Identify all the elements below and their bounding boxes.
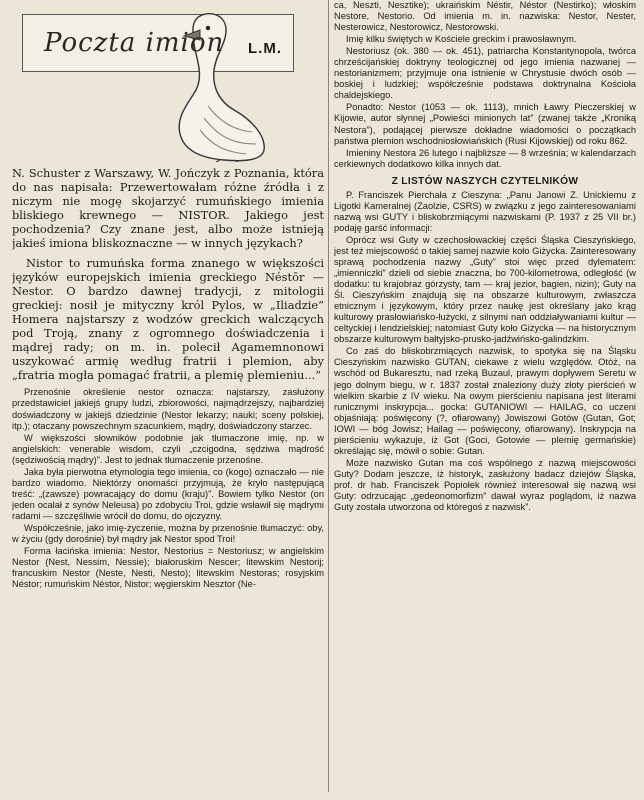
column-title: Poczta imion bbox=[44, 28, 225, 58]
author-initials: L.M. bbox=[248, 40, 282, 57]
body-paragraph: Imieniny Nestora 26 lutego i najbliższe — 8 września; w kalendarzach cerkiewnych dodatkowo kilka innych dat. bbox=[334, 147, 636, 169]
section-heading: Z LISTÓW NASZYCH CZYTELNIKÓW bbox=[391, 175, 579, 187]
body-paragraph: ca, Neszti, Nesztike); ukraińskim Néstir, Néstor (Nestirko); włoskim Nestore, Nestorio. Od imienia m. in. nazwiska: Nestor, Nester, Nesterowicz, Nestorowicz, Nestorowski. bbox=[334, 0, 636, 33]
answer-paragraph: Nistor to rumuńska forma znanego w większości języków europejskich imienia greckiego Néstōr — Nestor. O bardzo dawnej tradycji, z mitologii greckiej: nosił je mityczny król Pylos, w „Iliadzie” Homera najstarszy z wodzów greckich walczących pod Troją, znany z ogromnego doświadczenia i mądrej rady; on m. in. polecił Agamemnonowi uszykować armię według fratrii i plemion, aby „fratria mogła pomagać fratrii, a plemię plemieniu...” bbox=[12, 255, 324, 383]
body-paragraph: Ponadto: Nestor (1053 — ok. 1113), mnich Ławry Pieczerskiej w Kijowie, autor słynnej „Powieści minionych lat” (zwanej także „Kroniką Nestora”), podającej pierwsze dokładne wiadomości o początkach państwa plemion wschodniosłowiańskich (Rusi Kijowskiej) od roku 862. bbox=[334, 102, 636, 146]
body-paragraph: Jaka była pierwotna etymologia tego imienia, co (kogo) oznaczało — nie bardzo wiadomo. Niektórzy onomaści przyjmują, że kryło następującą treść: „(zawsze) powracający do domu (kraju)”. Bowiem tylko Nestor (on jeden ocalał z synów Neleusa) po zdobyciu Troi, gdzie wsławił się mądrymi radami — szczęśliwie wrócił do domu, do ojczyzny. bbox=[12, 466, 324, 521]
reader-question: N. Schuster z Warszawy, W. Jończyk z Poznania, która do nas napisała: Przewertowałam różne źródła i z niczym nie mogę skojarzyć rumuńskiego imienia bliskiego krewnego — NISTOR. Jakiego jest pochodzenia? Czy znane jest, albo może istnieją jakieś imiona bliskoznaczne — w innych językach? bbox=[12, 166, 324, 251]
letter-paragraph: P. Franciszek Pierchała z Cieszyna: „Panu Janowi Z. Unickiemu z Ligotki Kameralnej (Zaolzie, CSRS) w związku z jego zainteresowaniami nazwą wsi GUTY i bliskobrzmiącymi nazwiskami (P. 1937 z 25 VII br.) podaję garść informacji: bbox=[334, 189, 636, 233]
right-column bbox=[334, 0, 636, 800]
body-paragraph: Przenośnie określenie nestor oznacza: najstarszy, zasłużony przedstawiciel jakiejś grupy ludzi, zbiorowości, najmądrzejszy, najbardziej doświadczony w jakiejś dziedzinie (Nestor lekarzy; nauki; sceny polskiej, itp.); otaczany powszechnym szacunkiem, mądry, doświadczony starzec. bbox=[12, 387, 324, 431]
letter-paragraph: Co zaś do bliskobrzmiących nazwisk, to spotyka się na Śląsku Cieszyńskim nazwisko GUTAN, ciekawe z wielu względów. Otóż, na wschód od Bukaresztu, nad rzeką Buzaul, prawym dopływem Seretu w jego dolnym biegu, w r. 1837 został znaleziony duży złoty pierścień w wielkim skarbie z IV wieku. Na owym pierścieniu napisana jest literami runicznymi inskrypcja... gocka: GUTANIOWI — HAILAG, co uczeni objaśniają: poświęcony (?, ofiarowany) Jowiszowi Gotów (Gutan, Got; IOWI — bóg Jowisz; Hailag — poświęcony, ofiarowany). Inskrypcja na pierścieniu wykazuje, iż Got (Goci, Gotowie — plemię germańskie) określając się, mówił o sobie: Gutan. bbox=[334, 346, 636, 456]
body-paragraph: W większości słowników podobnie jak tłumaczone imię, np. w angielskich: venerable wisdom, czyli „czcigodna, sędziwa mądrość (sędziwością mądry)”. Jest to jednak tłumaczenie przenośne. bbox=[12, 432, 324, 465]
letter-paragraph: Oprócz wsi Guty w czechosłowackiej części Śląska Cieszyńskiego, jest też miejscowość o takiej samej nazwie koło Giżycka. Zainteresowany sprawą pochodzenia nazwy „Guty” stoi więc przed dylematem: „imienniczki” dzieli od siebie znaczna, bo 700-kilometrowa, odległość (w dodatku: tu krajobraz górzysty, tam — kraj jezior, bagien, nizin); Guty na Śl. Cieszyńskim znajdują się na obszarze kulturowym, zwłaszcza etnicznym i językowym, który przez naukę jest określany jako krąg kulturowy prasłowiańsko-łużycki, z silnymi nań oddziaływaniami kultur — celtyckiej i lendzielskiej; natomiast Guty koło Giżycka — na historycznym obszarze kulturowym bałtyjsko-prusko-jadźwińsko-galindzkim. bbox=[334, 234, 636, 345]
column-header bbox=[12, 6, 324, 166]
letter-paragraph: Może nazwisko Gutan ma coś wspólnego z nazwą miejscowości Guty? Dodam jeszcze, iż historyk, zasłużony badacz dziejów Śląska, prof. dr hab. Franciszek Popiołek również interesował się nazwą wsi Guty: odrzucając „gedeonomorfizm” dawał wyraz poglądom, iż nazwa Guty została utworzona od któregoś z nazwisk”. bbox=[334, 457, 636, 513]
body-paragraph: Forma łacińska imienia: Nestor, Nestorius = Nestoriusz; w angielskim Nestor (Nest, Nessim, Nessie); białoruskim Nescer; litewskim Nestorij; francuskim Nestor (Neste, Nesti, Nesto); litewskim Nestoras; rosyjskim Néstor; rumuńskim Néstor, Nistor; węgierskim Nesztor (Ne- bbox=[12, 546, 324, 590]
body-paragraph: Nestoriusz (ok. 380 — ok. 451), patriarcha Konstantynopola, twórca chrześcijańskiej doktryny teologicznej od jego imienia nazwanej — nestorianizmem; przyjmuje ona istnienie w Chrystusie dwóch osób — boskiej i ludzkiej; współcześnie podstawa doktrynalna Kościoła chaldejskiego. bbox=[334, 46, 636, 101]
left-column bbox=[12, 0, 324, 800]
column-divider bbox=[328, 0, 329, 792]
body-paragraph: Współcześnie, jako imię-życzenie, można by przenośnie tłumaczyć: oby, w życiu (gdy dorośnie) był mądry jak Nestor spod Troi! bbox=[12, 522, 324, 545]
body-paragraph: Imię kilku świętych w Kościele greckim i prawosławnym. bbox=[346, 34, 577, 45]
